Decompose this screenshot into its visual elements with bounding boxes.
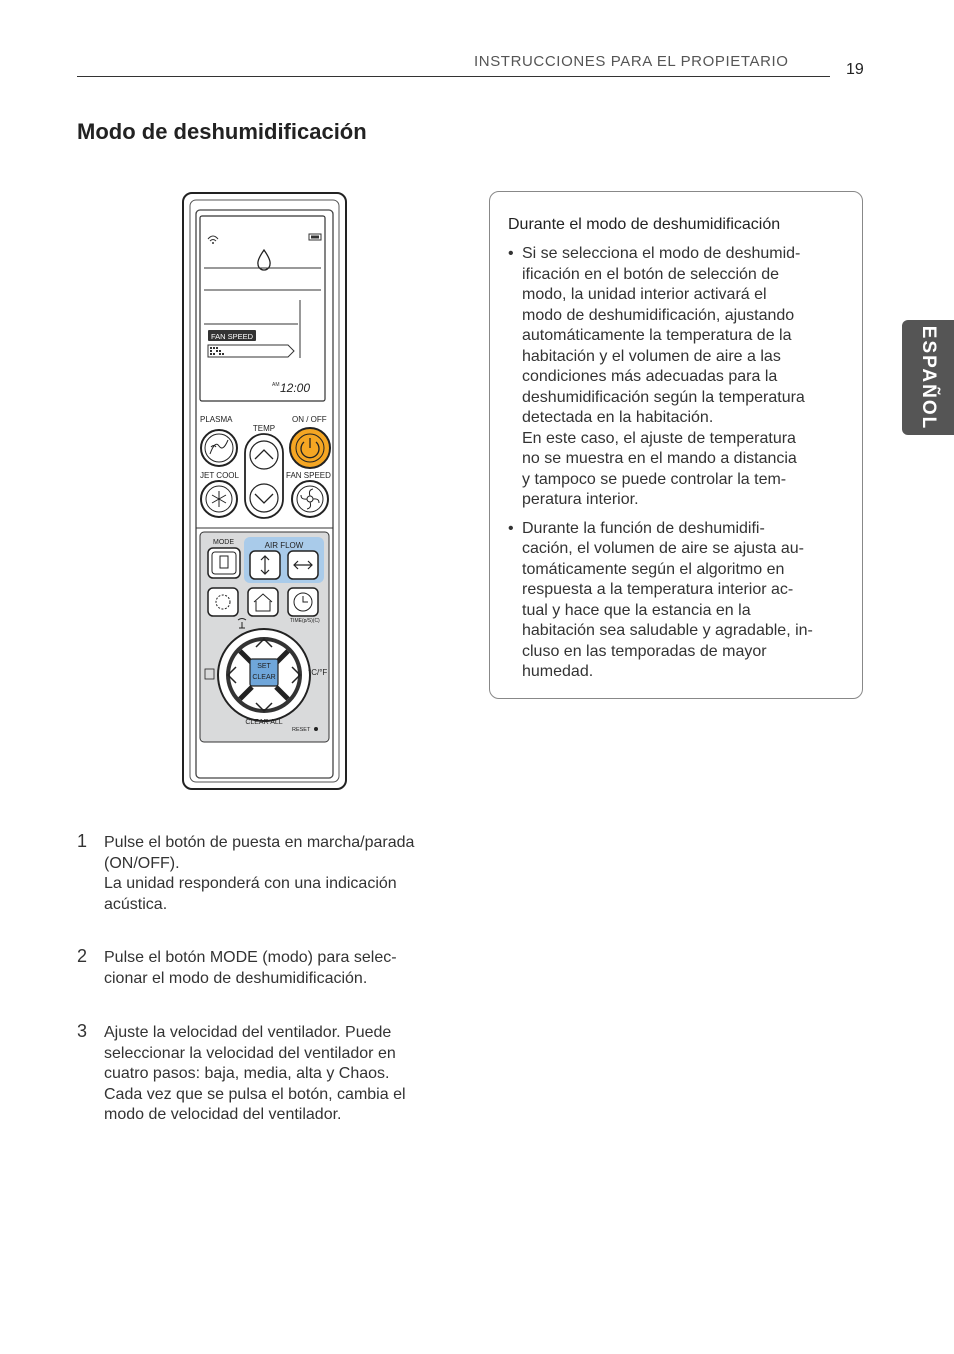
running-header: INSTRUCCIONES PARA EL PROPIETARIO bbox=[474, 53, 789, 70]
info-box-bullets bbox=[508, 244, 848, 691]
temp-down-button[interactable] bbox=[250, 484, 278, 512]
step-text: Pulse el botón de puesta en marcha/parada (ON/OFF). La unidad responderá con una indicación acústica. bbox=[104, 834, 415, 913]
set-label: SET bbox=[257, 663, 271, 670]
info-box bbox=[489, 191, 863, 699]
celsius-fahrenheit-label: °C/°F bbox=[308, 668, 328, 677]
info-box-title: Durante el modo de deshumidificación bbox=[508, 216, 781, 233]
mode-label: MODE bbox=[213, 539, 234, 546]
plasma-button[interactable] bbox=[201, 430, 237, 466]
mode-button[interactable] bbox=[208, 548, 240, 578]
info-bullet: • Si se selecciona el modo de deshumid- ificación en el botón de selección de modo, la unidad interior activará el modo de deshumidificación, ajustando automáticamente la temperatura de la habitación y el volumen de aire a las condiciones más adecuadas para la deshumidificación según la temperatura detectada en la habitación. En este caso, el ajuste de temperatura no se muestra en el mando a distancia y tampoco se puede controlar la tem- peratura interior. bbox=[508, 244, 848, 511]
step-number: 3 bbox=[77, 1021, 88, 1041]
on-off-label: ON / OFF bbox=[292, 415, 327, 424]
header-rule bbox=[77, 76, 830, 77]
language-tab-label: ESPAÑOL bbox=[918, 325, 939, 430]
time-func-label: TIME(p/S)(C) bbox=[290, 618, 320, 624]
language-tab bbox=[902, 320, 954, 435]
fan-speed-button[interactable] bbox=[292, 481, 328, 517]
remote-control-illustration bbox=[182, 192, 348, 792]
fan-speed-label: FAN SPEED bbox=[286, 471, 331, 480]
air-flow-vertical-button[interactable] bbox=[250, 551, 280, 579]
lcd-fan-speed-label: FAN SPEED bbox=[210, 332, 254, 341]
lcd-time-prefix: AM bbox=[272, 382, 280, 388]
jet-cool-label: JET COOL bbox=[200, 471, 239, 480]
temp-up-button[interactable] bbox=[250, 441, 278, 469]
info-bullet: • Durante la función de deshumidifi- cación, el volumen de aire se ajusta au- tomáticamente según el algoritmo en respuesta a la temperatura interior ac- tual y hace que la estancia en la habitación sea saludable y agradable, in- cluso en las temporadas de mayor humedad. bbox=[508, 519, 848, 683]
step-number: 2 bbox=[77, 946, 88, 966]
settings-button[interactable] bbox=[208, 588, 238, 616]
page-title: Modo de deshumidificación bbox=[77, 119, 367, 144]
air-flow-horizontal-button[interactable] bbox=[288, 551, 318, 579]
home-leave-button[interactable] bbox=[248, 588, 278, 616]
temp-label: TEMP bbox=[252, 424, 276, 433]
reset-label: RESET bbox=[292, 727, 311, 733]
air-flow-label: AIR FLOW bbox=[264, 541, 304, 550]
on-off-button[interactable] bbox=[290, 428, 330, 468]
timer-button[interactable] bbox=[288, 588, 318, 616]
clear-label: CLEAR bbox=[252, 674, 276, 681]
jet-cool-button[interactable] bbox=[201, 481, 237, 517]
plasma-label: PLASMA bbox=[200, 415, 233, 424]
clear-all-label: CLEAR ALL bbox=[245, 719, 283, 726]
reset-button[interactable] bbox=[314, 727, 318, 731]
step-text: Pulse el botón MODE (modo) para selec- cionar el modo de deshumidificación. bbox=[104, 949, 397, 987]
lcd-time: 12:00 bbox=[280, 381, 311, 395]
step-text: Ajuste la velocidad del ventilador. Puede seleccionar la velocidad del ventilador en cuatro pasos: baja, media, alta y Chaos. Cada vez que se pulsa el botón, cambia el modo de velocidad del ventilador. bbox=[104, 1024, 406, 1123]
step-number: 1 bbox=[77, 831, 88, 851]
page-number: 19 bbox=[846, 61, 864, 78]
